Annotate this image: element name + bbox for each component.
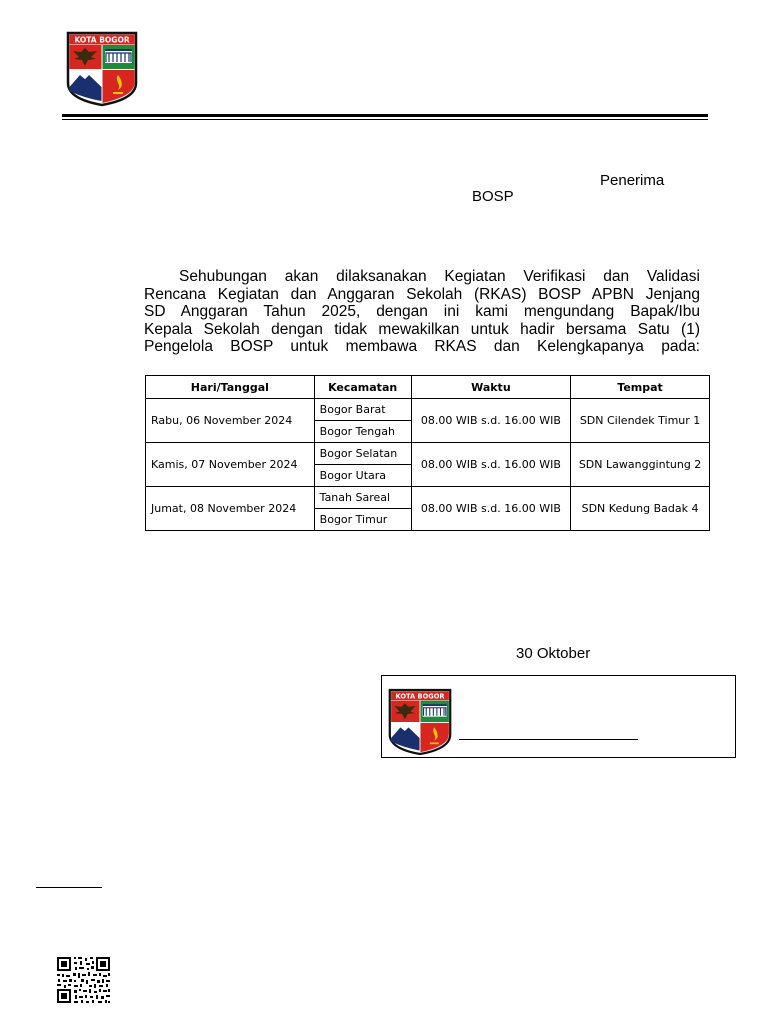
cell-kecamatan: Bogor Barat — [314, 399, 411, 421]
schedule-table — [145, 375, 710, 531]
signature-date: 30 Oktober — [516, 645, 591, 662]
qr-code-icon — [56, 956, 111, 1004]
cell-waktu: 08.00 WIB s.d. 16.00 WIB — [411, 399, 571, 443]
recipient-line-1: Penerima — [600, 172, 665, 189]
cell-kecamatan: Bogor Timur — [314, 509, 411, 531]
header-tempat: Tempat — [571, 376, 710, 399]
header-kecamatan: Kecamatan — [314, 376, 411, 399]
recipient-line-2: BOSP — [472, 188, 514, 205]
header-rule-thick — [62, 114, 708, 117]
cell-waktu: 08.00 WIB s.d. 16.00 WIB — [411, 443, 571, 487]
table-row — [146, 487, 710, 509]
cell-tempat: SDN Cilendek Timur 1 — [571, 399, 710, 443]
cell-kecamatan: Bogor Tengah — [314, 421, 411, 443]
header-rule-thin — [62, 119, 708, 120]
body-line: Pengelola BOSP untuk membawa RKAS dan Kelengkapanya pada: — [144, 338, 700, 355]
body-line: SD Anggaran Tahun 2025, dengan ini kami mengundang Bapak/Ibu — [144, 303, 700, 320]
body-line: Rencana Kegiatan dan Anggaran Sekolah (RKAS) BOSP APBN Jenjang — [144, 285, 700, 303]
body-line: Sehubungan akan dilaksanakan Kegiatan Verifikasi dan Validasi — [179, 268, 700, 285]
cell-date: Kamis, 07 November 2024 — [146, 443, 315, 487]
cell-date: Jumat, 08 November 2024 — [146, 487, 315, 531]
svg-text:KOTA BOGOR: KOTA BOGOR — [395, 692, 445, 701]
signature-line — [459, 739, 638, 740]
cell-kecamatan: Bogor Selatan — [314, 443, 411, 465]
kota-bogor-crest-logo — [388, 686, 452, 758]
kota-bogor-crest-logo — [66, 31, 138, 107]
letter-body-paragraph — [144, 268, 700, 356]
cell-kecamatan: Bogor Utara — [314, 465, 411, 487]
cell-date: Rabu, 06 November 2024 — [146, 399, 315, 443]
table-row — [146, 399, 710, 421]
header-waktu: Waktu — [411, 376, 571, 399]
cell-tempat: SDN Lawanggintung 2 — [571, 443, 710, 487]
cell-kecamatan: Tanah Sareal — [314, 487, 411, 509]
table-row — [146, 443, 710, 465]
table-header-row — [146, 376, 710, 399]
cell-waktu: 08.00 WIB s.d. 16.00 WIB — [411, 487, 571, 531]
body-line: Kepala Sekolah dengan tidak mewakilkan untuk hadir bersama Satu (1) — [144, 320, 700, 338]
svg-text:KOTA BOGOR: KOTA BOGOR — [74, 35, 130, 45]
footnote-rule — [36, 887, 102, 888]
cell-tempat: SDN Kedung Badak 4 — [571, 487, 710, 531]
header-hari-tanggal: Hari/Tanggal — [146, 376, 315, 399]
